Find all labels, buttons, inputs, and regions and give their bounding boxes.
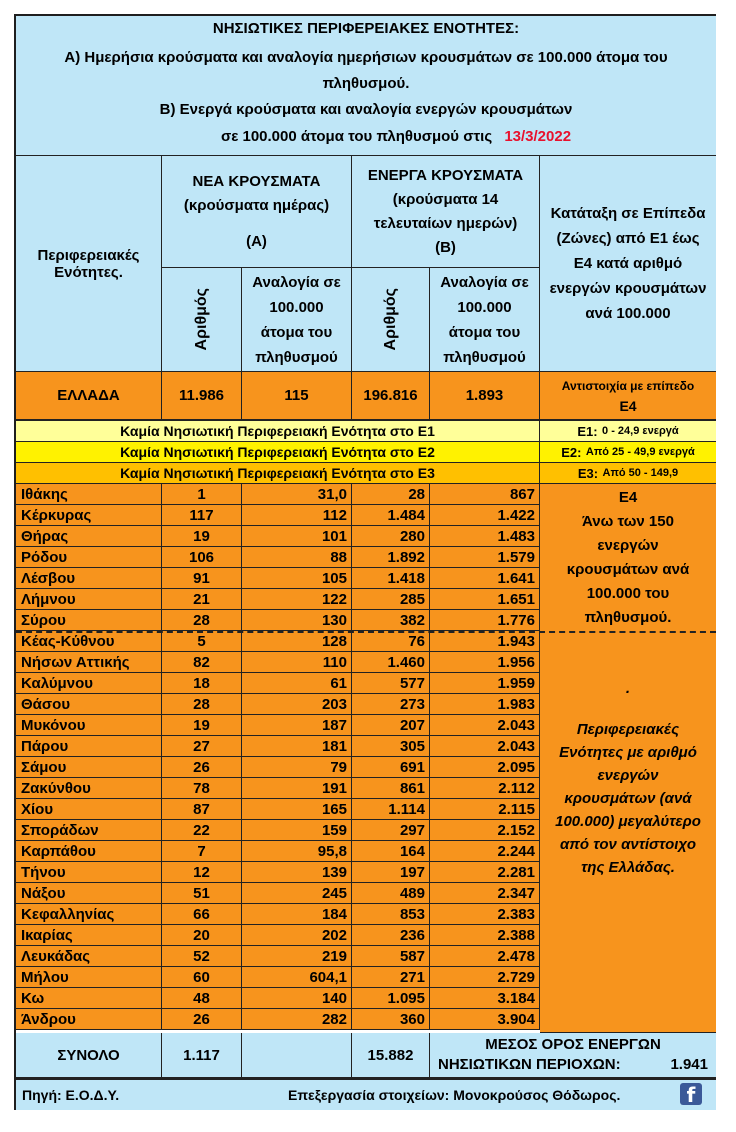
row-new: 51 — [162, 883, 242, 904]
row-name: Ικαρίας — [16, 925, 162, 946]
row-new-ratio: 604,1 — [242, 967, 352, 988]
row-active-ratio: 2.478 — [430, 946, 540, 967]
row-active: 297 — [352, 820, 430, 841]
header-active-sub: (κρούσματα 14 τελευταίων ημερών) — [373, 190, 518, 232]
header-new-count-text: Αριθμός — [192, 288, 210, 351]
row-active: 489 — [352, 883, 430, 904]
row-name: Κεφαλληνίας — [16, 904, 162, 925]
row-active: 271 — [352, 967, 430, 988]
row-name: Λευκάδας — [16, 946, 162, 967]
row-active: 853 — [352, 904, 430, 925]
row-active: 273 — [352, 694, 430, 715]
zone-e1-text: Καμία Νησιωτική Περιφερειακή Ενότητα στο Ε1 — [16, 421, 540, 442]
row-active: 164 — [352, 841, 430, 862]
greece-active: 196.816 — [352, 372, 430, 421]
zone-e2-range — [540, 442, 716, 463]
header-active-code: (Β) — [435, 238, 456, 256]
row-active: 197 — [352, 862, 430, 883]
row-active-ratio: 2.095 — [430, 757, 540, 778]
row-name: Λέσβου — [16, 568, 162, 589]
row-active-ratio: 3.184 — [430, 988, 540, 1009]
row-new-ratio: 95,8 — [242, 841, 352, 862]
header-active-count — [352, 268, 430, 372]
row-active-ratio: 1.776 — [430, 610, 540, 631]
zone-e1-range-text: 0 - 24,9 ενεργά — [602, 425, 679, 437]
row-new-ratio: 130 — [242, 610, 352, 631]
row-active-ratio: 2.152 — [430, 820, 540, 841]
title-line-2: Α) Ημερήσια κρούσματα και αναλογία ημερήσιων κρουσμάτων σε 100.000 άτομα του — [64, 49, 668, 66]
row-new-ratio: 61 — [242, 673, 352, 694]
row-name: Τήνου — [16, 862, 162, 883]
row-new: 82 — [162, 652, 242, 673]
row-new: 52 — [162, 946, 242, 967]
header-new-sub: (κρούσματα ημέρας) — [183, 196, 330, 214]
row-new: 26 — [162, 757, 242, 778]
row-active-ratio: 1.641 — [430, 568, 540, 589]
header-new-code: (Α) — [246, 232, 267, 250]
title-line-3: πληθυσμού. — [322, 75, 410, 92]
row-new-ratio: 202 — [242, 925, 352, 946]
greece-level — [540, 372, 716, 421]
row-active-ratio: 1.943 — [430, 631, 540, 652]
row-active-ratio: 2.043 — [430, 736, 540, 757]
covid-island-table — [14, 14, 716, 1110]
row-name: Νάξου — [16, 883, 162, 904]
row-active: 285 — [352, 589, 430, 610]
row-new-ratio: 159 — [242, 820, 352, 841]
row-new-ratio: 105 — [242, 568, 352, 589]
zone-e3-label: Ε3: — [577, 465, 599, 481]
row-active-ratio: 2.383 — [430, 904, 540, 925]
row-name: Πάρου — [16, 736, 162, 757]
row-name: Θάσου — [16, 694, 162, 715]
row-new: 91 — [162, 568, 242, 589]
row-new: 28 — [162, 610, 242, 631]
title-line-1: ΝΗΣΙΩΤΙΚΕΣ ΠΕΡΙΦΕΡΕΙΑΚΕΣ ΕΝΟΤΗΤΕΣ: — [212, 20, 520, 37]
facebook-icon[interactable]: f — [680, 1083, 702, 1105]
row-active: 382 — [352, 610, 430, 631]
zone-e2-text: Καμία Νησιωτική Περιφερειακή Ενότητα στο Ε2 — [16, 442, 540, 463]
row-active: 207 — [352, 715, 430, 736]
header-new-count — [162, 268, 242, 372]
header-new-ratio-text: Αναλογία σε 100.000 άτομα του πληθυσμού — [252, 273, 341, 366]
header-regions — [16, 156, 162, 372]
e4-note — [540, 484, 716, 631]
row-new-ratio: 139 — [242, 862, 352, 883]
row-active-ratio: 1.959 — [430, 673, 540, 694]
row-active-ratio: 2.388 — [430, 925, 540, 946]
greece-level-label: Αντιστοιχία με επίπεδο — [561, 378, 695, 393]
title-line-5 — [16, 128, 716, 145]
row-new: 22 — [162, 820, 242, 841]
row-new: 60 — [162, 967, 242, 988]
greece-new: 11.986 — [162, 372, 242, 421]
title-line-4: Β) Ενεργά κρούσματα και αναλογία ενεργών κρουσμάτων — [159, 101, 573, 118]
row-name: Κέρκυρας — [16, 505, 162, 526]
row-active: 587 — [352, 946, 430, 967]
row-new: 26 — [162, 1009, 242, 1030]
footer-source: Πηγή: Ε.Ο.Δ.Υ. — [22, 1087, 120, 1103]
header-regions-text: Περιφερειακές Ενότητες. — [37, 246, 140, 281]
row-new-ratio: 101 — [242, 526, 352, 547]
row-name: Θήρας — [16, 526, 162, 547]
total-avg-value: 1.941 — [670, 1056, 708, 1073]
e4-note-text: Άνω των 150 ενεργών κρουσμάτων ανά 100.000 του πληθυσμού. — [566, 512, 690, 626]
row-new-ratio: 191 — [242, 778, 352, 799]
zone-e3-range — [540, 463, 716, 484]
greece-level-value: Ε4 — [619, 397, 637, 414]
row-active-ratio: 867 — [430, 484, 540, 505]
row-active-ratio: 1.483 — [430, 526, 540, 547]
zone-e3-range-text: Από 50 - 149,9 — [602, 467, 679, 479]
row-new: 18 — [162, 673, 242, 694]
row-new-ratio: 219 — [242, 946, 352, 967]
e4-note-title: Ε4 — [618, 488, 638, 506]
row-active-ratio: 2.112 — [430, 778, 540, 799]
header-active-ratio-text: Αναλογία σε 100.000 άτομα του πληθυσμού — [440, 273, 529, 366]
row-active: 360 — [352, 1009, 430, 1030]
row-name: Μήλου — [16, 967, 162, 988]
row-name: Καλύμνου — [16, 673, 162, 694]
row-new-ratio: 128 — [242, 631, 352, 652]
greece-name: ΕΛΛΑΔΑ — [16, 372, 162, 421]
footer-credit: Επεξεργασία στοιχείων: Μονοκρούσος Θόδωρος. — [288, 1087, 621, 1103]
header-new-group — [162, 156, 352, 268]
row-name: Σποράδων — [16, 820, 162, 841]
row-active-ratio: 2.281 — [430, 862, 540, 883]
above-note-text: Περιφερειακές Ενότητες με αριθμό ενεργών κρουσμάτων (ανά 100.000) μεγαλύτερο από τον αντίστοιχο της Ελλάδας. — [555, 721, 701, 876]
row-active-ratio: 1.651 — [430, 589, 540, 610]
header-active-group — [352, 156, 540, 268]
row-new-ratio: 187 — [242, 715, 352, 736]
title-line-5-text: σε 100.000 άτομα του πληθυσμού στις — [220, 128, 493, 145]
row-new-ratio: 203 — [242, 694, 352, 715]
row-active-ratio: 2.347 — [430, 883, 540, 904]
row-active-ratio: 3.904 — [430, 1009, 540, 1030]
header-classification — [540, 156, 716, 372]
e4-divider — [16, 631, 716, 633]
row-active-ratio: 1.983 — [430, 694, 540, 715]
row-active: 1.892 — [352, 547, 430, 568]
row-name: Χίου — [16, 799, 162, 820]
row-name: Ζακύνθου — [16, 778, 162, 799]
row-active: 305 — [352, 736, 430, 757]
row-name: Σάμου — [16, 757, 162, 778]
row-active-ratio: 2.244 — [430, 841, 540, 862]
row-active: 1.418 — [352, 568, 430, 589]
total-new: 1.117 — [162, 1033, 242, 1078]
row-new: 20 — [162, 925, 242, 946]
total-new-ratio — [242, 1033, 352, 1078]
row-active: 236 — [352, 925, 430, 946]
zone-e1-label: Ε1: — [577, 423, 598, 439]
row-active: 577 — [352, 673, 430, 694]
row-new: 12 — [162, 862, 242, 883]
row-active: 1.484 — [352, 505, 430, 526]
row-active-ratio: 1.956 — [430, 652, 540, 673]
zone-e2-label: Ε2: — [561, 444, 582, 460]
row-new: 21 — [162, 589, 242, 610]
row-new: 19 — [162, 526, 242, 547]
row-new-ratio: 122 — [242, 589, 352, 610]
row-active: 76 — [352, 631, 430, 652]
row-new: 5 — [162, 631, 242, 652]
row-name: Λήμνου — [16, 589, 162, 610]
total-avg-label-2: ΝΗΣΙΩΤΙΚΩΝ ΠΕΡΙΟΧΩΝ: — [438, 1056, 621, 1073]
greece-active-ratio: 1.893 — [430, 372, 540, 421]
row-new-ratio: 282 — [242, 1009, 352, 1030]
above-note-dot: . — [625, 680, 631, 697]
row-new-ratio: 88 — [242, 547, 352, 568]
above-greece-note — [540, 631, 716, 1033]
header-classification-text: Κατάταξη σε Επίπεδα (Ζώνες) από Ε1 έως Ε4 κατά αριθμό ενεργών κρουσμάτων ανά 100.000 — [549, 205, 707, 322]
row-new-ratio: 112 — [242, 505, 352, 526]
row-new-ratio: 165 — [242, 799, 352, 820]
greece-new-ratio: 115 — [242, 372, 352, 421]
row-new: 106 — [162, 547, 242, 568]
total-active: 15.882 — [352, 1033, 430, 1078]
row-new: 117 — [162, 505, 242, 526]
header-new-title: ΝΕΑ ΚΡΟΥΣΜΑΤΑ — [192, 172, 321, 190]
header-active-title: ΕΝΕΡΓΑ ΚΡΟΥΣΜΑΤΑ — [367, 166, 524, 184]
row-active: 1.095 — [352, 988, 430, 1009]
zone-e2-range-text: Από 25 - 49,9 ενεργά — [585, 446, 695, 458]
row-new: 27 — [162, 736, 242, 757]
row-new: 28 — [162, 694, 242, 715]
header-active-count-text: Αριθμός — [381, 288, 399, 351]
row-new-ratio: 31,0 — [242, 484, 352, 505]
row-active-ratio: 2.729 — [430, 967, 540, 988]
row-active: 861 — [352, 778, 430, 799]
total-avg-line-2 — [438, 1055, 708, 1075]
row-new-ratio: 181 — [242, 736, 352, 757]
row-active-ratio: 2.043 — [430, 715, 540, 736]
title-block — [16, 16, 716, 156]
row-new-ratio: 245 — [242, 883, 352, 904]
row-name: Νήσων Αττικής — [16, 652, 162, 673]
row-new: 1 — [162, 484, 242, 505]
row-new-ratio: 184 — [242, 904, 352, 925]
row-name: Καρπάθου — [16, 841, 162, 862]
row-name: Σύρου — [16, 610, 162, 631]
row-name: Ιθάκης — [16, 484, 162, 505]
row-active: 280 — [352, 526, 430, 547]
row-active: 1.114 — [352, 799, 430, 820]
total-avg-label-1: ΜΕΣΟΣ ΟΡΟΣ ΕΝΕΡΓΩΝ — [485, 1036, 661, 1053]
row-new: 48 — [162, 988, 242, 1009]
row-new: 87 — [162, 799, 242, 820]
zone-e1-range — [540, 421, 716, 442]
row-new-ratio: 140 — [242, 988, 352, 1009]
row-name: Άνδρου — [16, 1009, 162, 1030]
row-new: 78 — [162, 778, 242, 799]
header-new-ratio — [242, 268, 352, 372]
row-name: Ρόδου — [16, 547, 162, 568]
total-label: ΣΥΝΟΛΟ — [16, 1033, 162, 1078]
row-active-ratio: 1.422 — [430, 505, 540, 526]
row-name: Κω — [16, 988, 162, 1009]
row-new: 7 — [162, 841, 242, 862]
row-new-ratio: 110 — [242, 652, 352, 673]
footer — [16, 1078, 716, 1110]
row-active: 28 — [352, 484, 430, 505]
row-name: Κέας-Κύθνου — [16, 631, 162, 652]
row-active-ratio: 1.579 — [430, 547, 540, 568]
row-name: Μυκόνου — [16, 715, 162, 736]
zone-e3-text: Καμία Νησιωτική Περιφερειακή Ενότητα στο Ε3 — [16, 463, 540, 484]
row-active-ratio: 2.115 — [430, 799, 540, 820]
row-new-ratio: 79 — [242, 757, 352, 778]
row-new: 66 — [162, 904, 242, 925]
total-average — [430, 1033, 716, 1078]
row-active: 1.460 — [352, 652, 430, 673]
row-new: 19 — [162, 715, 242, 736]
title-date: 13/3/2022 — [504, 128, 572, 145]
header-active-ratio — [430, 268, 540, 372]
row-active: 691 — [352, 757, 430, 778]
